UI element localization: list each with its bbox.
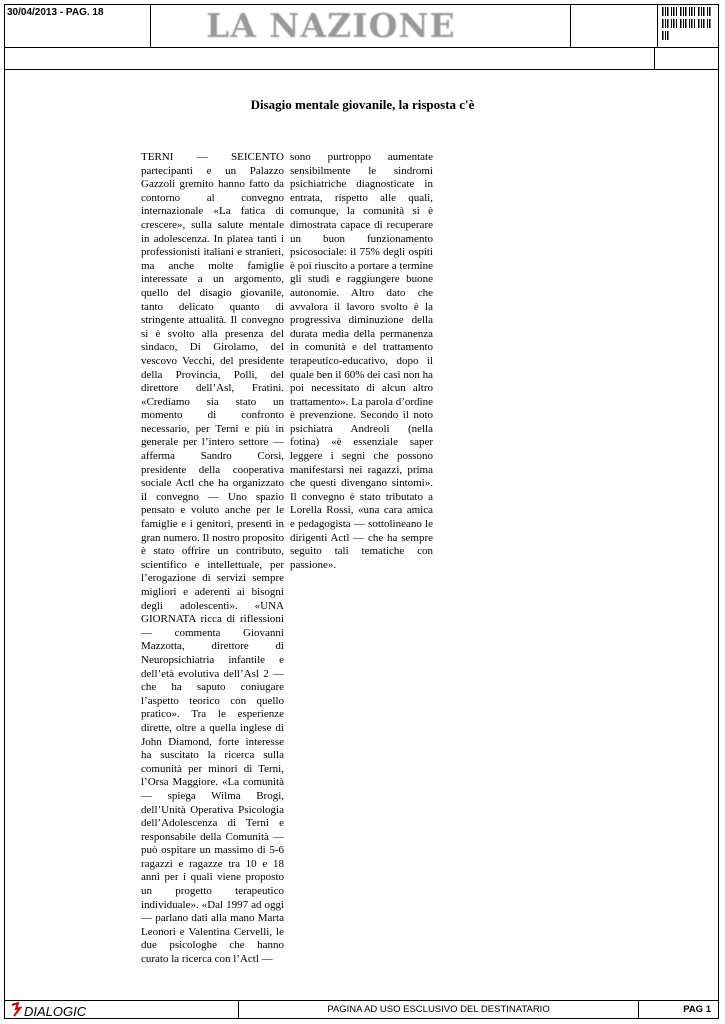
masthead: [151, 4, 571, 47]
footer: [4, 1000, 719, 1019]
header-empty-cell: [571, 4, 658, 47]
subrow-divider: [654, 48, 655, 69]
dialogic-logo: [10, 1002, 105, 1018]
barcode-cell: [658, 4, 719, 47]
barcode-icon: [662, 7, 712, 41]
article-column-2: sono purtroppo aumentate sensibilmente le sindromi psichiatriche diagnosticate in entrata, rispetto alle quali, comunque, la comunità si è dimostrata capace di recuperare un buon funzionamento psicosociale: il 75% degli ospiti è poi riuscito a portare a termine gli studi e raggiungere buone autonomie. Altro dato che avvalora il lavoro svolto è la progressiva diminuzione della durata media della permanenza in comunità e del trattamento terapeutico-educativo, dopo il quale ben il 60% dei casi non ha poi necessitato di alcun altro trattamento». La parola d’ordine è prevenzione. Secondo il noto psichiatra Andreoli (nella fotina) «è essenziale saper leggere i segni che possono manifestarsi nei ragazzi, prima che questi divengano sintomi». Il convegno è stato tributato a Lorella Rossi, «una cara amica e pedagogista — sottolineano le dirigenti Actl — che ha sempre seguito tali tematiche con passione».: [290, 151, 433, 571]
footer-notice: PAGINA AD USO ESCLUSIVO DEL DESTINATARIO: [239, 1001, 639, 1019]
footer-logo-cell: [4, 1001, 239, 1019]
newspaper-logo: LA NAZIONE: [206, 6, 456, 45]
date-page-label: 30/04/2013 - PAG. 18: [4, 4, 151, 47]
footer-page-number: PAG 1: [683, 1004, 711, 1015]
header: [4, 4, 719, 48]
header-subrow: [4, 48, 719, 70]
article-title: Disagio mentale giovanile, la risposta c'è: [250, 97, 475, 112]
dialogic-logo-text: DIALOGIC: [24, 1004, 87, 1018]
article-column-1: TERNI — SEICENTO partecipanti e un Palazzo Gazzoli gremito hanno fatto da contorno al convegno internazionale «La fatica di crescere», sulla salute mentale in adolescenza. In platea tanti i professionisti italiani e stranieri, ma anche molte famiglie interessate a un argomento, quello del disagio giovanile, tanto delicato quanto di stringente attualità. Il convegno si è svolto alla presenza del sindaco, Di Girolamo, del vescovo Vecchi, del presidente della Provincia, Polli, del direttore dell’Asl, Fratini. «Crediamo sia stato un momento di confronto necessario, per Terni e più in generale per l’intero settore — afferma Sandro Corsi, presidente della cooperativa sociale Actl che ha organizzato il convegno — Uno spazio pensato e voluto anche per le famiglie e i genitori, presenti in gran numero. Il nostro proposito è stato offrire un contributo, scientifico e intellettuale, per l’erogazione di servizi sempre migliori e aderenti ai bisogni degli adolescenti». «UNA GIORNATA ricca di riflessioni — commenta Giovanni Mazzotta, direttore di Neuropsichiatria infantile e dell’età evolutiva dell’Asl 2 — che ha saputo coniugare l’aspetto teorico con quello pratico». Tra le esperienze dirette, oltre a quella inglese di John Diamond, forte interesse ha suscitato la ricerca sulla comunità per minori di Terni, l’Orsa Maggiore. «La comunità — spiega Wilma Brogi, dell’Unità Operativa Psicologia dell’Adolescenza di Terni e responsabile della Comunità — può ospitare un massimo di 5-6 ragazzi e ragazze tra 10 e 18 anni per i quali viene proposto un progetto terapeutico individuale». «Dal 1997 ad oggi — parlano dati alla mano Marta Leonori e Valentina Cervelli, le due psicologhe che hanno curato la ricerca con l’Actl —: [141, 151, 284, 966]
